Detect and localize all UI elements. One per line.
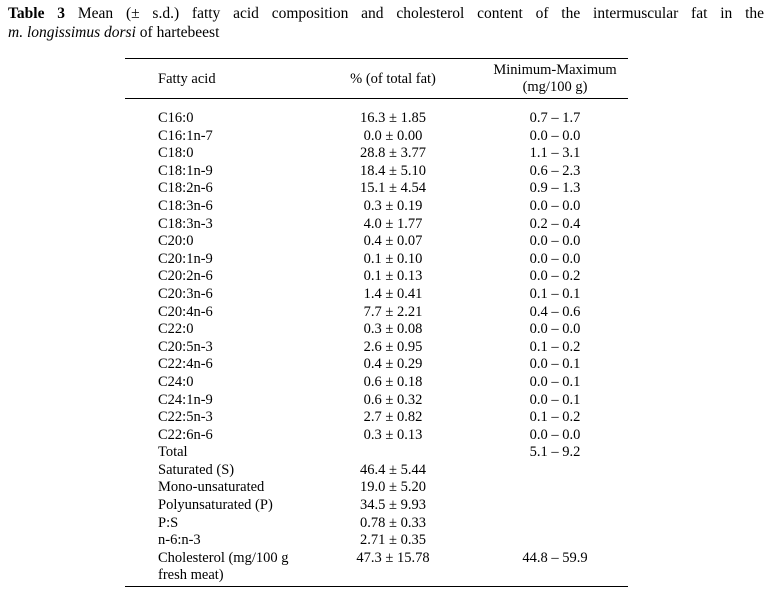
header-percent: % (of total fat) — [350, 71, 436, 87]
fatty-acid-label: Total — [158, 444, 188, 461]
table-row — [0, 233, 770, 251]
cell-percent: 15.1 ± 4.54 — [360, 180, 426, 197]
cell-percent: 2.71 ± 0.35 — [360, 532, 426, 549]
fatty-acid-label: C18:3n-6 — [158, 197, 213, 214]
cell-fatty-acid — [158, 392, 213, 410]
cell-fatty-acid — [158, 497, 273, 515]
fatty-acid-label: P:S — [158, 514, 179, 531]
fatty-acid-label: Polyunsaturated (P) — [158, 497, 273, 514]
cell-percent: 16.3 ± 1.85 — [360, 110, 426, 126]
fatty-acid-label: C20:5n-3 — [158, 338, 213, 355]
fatty-acid-label: C18:0 — [158, 145, 194, 162]
cell-fatty-acid — [158, 286, 213, 304]
table-row — [0, 268, 770, 286]
table-row — [0, 444, 770, 462]
cell-percent: 47.3 ± 15.78 — [356, 549, 430, 566]
cell-percent: 0.1 ± 0.10 — [363, 250, 423, 267]
cell-fatty-acid — [158, 304, 213, 322]
table-row — [0, 462, 770, 480]
table-row — [0, 198, 770, 216]
table-row — [0, 304, 770, 322]
fatty-acid-label-line2: fresh meat) — [158, 567, 224, 584]
cell-minmax: 1.1 – 3.1 — [529, 145, 581, 162]
cell-minmax: 0.0 – 0.0 — [529, 127, 581, 144]
cell-minmax: 0.1 – 0.2 — [529, 409, 581, 426]
cell-minmax: 0.0 – 0.1 — [529, 391, 581, 408]
cell-minmax: 0.0 – 0.0 — [529, 250, 581, 267]
caption-text: Mean (± s.d.) fatty acid composition and cholesterol content of the intermuscular fat in the — [77, 5, 765, 22]
fatty-acid-label: n-6:n-3 — [158, 532, 201, 549]
fatty-acid-label: C22:4n-6 — [158, 356, 213, 373]
cell-percent: 0.3 ± 0.08 — [363, 321, 423, 338]
fatty-acid-label: C20:1n-9 — [158, 250, 213, 267]
table-row — [0, 286, 770, 304]
table-row — [0, 321, 770, 339]
cell-percent: 0.6 ± 0.32 — [363, 391, 423, 408]
table-row — [0, 392, 770, 410]
cell-fatty-acid — [158, 198, 213, 216]
cell-percent: 0.4 ± 0.07 — [363, 233, 423, 250]
table-row — [0, 479, 770, 497]
cell-fatty-acid — [158, 550, 289, 585]
cell-percent: 0.3 ± 0.13 — [363, 426, 423, 443]
header-minmax — [480, 62, 630, 96]
cell-minmax: 5.1 – 9.2 — [529, 444, 581, 461]
table-caption — [8, 4, 764, 42]
fatty-acid-label: C22:0 — [158, 321, 194, 338]
cell-minmax: 0.7 – 1.7 — [529, 110, 581, 126]
cell-percent: 2.6 ± 0.95 — [363, 338, 423, 355]
fatty-acid-label: C22:6n-6 — [158, 426, 213, 443]
fatty-acid-label: C18:1n-9 — [158, 162, 213, 179]
cell-fatty-acid — [158, 409, 213, 427]
cell-minmax: 0.0 – 0.1 — [529, 356, 581, 373]
cell-fatty-acid — [158, 268, 213, 286]
cell-percent: 2.7 ± 0.82 — [363, 409, 423, 426]
cell-fatty-acid — [158, 163, 213, 181]
table-row — [0, 251, 770, 269]
table-row — [0, 145, 770, 163]
cell-fatty-acid — [158, 216, 213, 234]
cell-percent: 0.78 ± 0.33 — [360, 514, 426, 531]
cell-fatty-acid — [158, 479, 264, 497]
cell-fatty-acid — [158, 444, 188, 462]
cell-percent: 34.5 ± 9.93 — [360, 497, 426, 514]
cell-percent: 0.1 ± 0.13 — [363, 268, 423, 285]
cell-fatty-acid — [158, 110, 193, 128]
table-row — [0, 110, 770, 128]
table-row — [0, 180, 770, 198]
cell-percent: 18.4 ± 5.10 — [360, 162, 426, 179]
cell-fatty-acid — [158, 145, 193, 163]
table-row — [0, 163, 770, 181]
cell-fatty-acid — [158, 128, 213, 146]
fatty-acid-label: C16:1n-7 — [158, 127, 213, 144]
cell-percent: 7.7 ± 2.21 — [363, 303, 423, 320]
table-row — [0, 216, 770, 234]
fatty-acid-label: Saturated (S) — [158, 461, 235, 478]
cell-minmax: 0.0 – 0.0 — [529, 426, 581, 443]
cell-minmax: 0.1 – 0.1 — [529, 285, 581, 302]
cell-minmax: 0.0 – 0.0 — [529, 197, 581, 214]
cell-minmax: 0.2 – 0.4 — [529, 215, 581, 232]
fatty-acid-label: C24:1n-9 — [158, 391, 213, 408]
cell-minmax: 0.0 – 0.0 — [529, 321, 581, 338]
caption-text-rest: of hartebeest — [135, 24, 220, 41]
cell-fatty-acid — [158, 321, 193, 339]
cell-fatty-acid — [158, 356, 213, 374]
header-minmax-line2: (mg/100 g) — [522, 79, 588, 95]
caption-species-muscle: m. longissimus dorsi — [8, 24, 136, 41]
caption-line-2 — [8, 23, 764, 42]
table-row — [0, 128, 770, 146]
cell-fatty-acid — [158, 427, 213, 445]
fatty-acid-label: Mono-unsaturated — [158, 479, 265, 496]
table-body — [0, 110, 770, 586]
fatty-acid-label: Cholesterol (mg/100 g — [158, 549, 289, 566]
fatty-acid-label: C24:0 — [158, 373, 194, 390]
cell-fatty-acid — [158, 515, 178, 533]
cell-minmax: 0.1 – 0.2 — [529, 338, 581, 355]
table-row — [0, 515, 770, 533]
cell-percent: 19.0 ± 5.20 — [360, 479, 426, 496]
fatty-acid-label: C20:3n-6 — [158, 285, 213, 302]
fatty-acid-label: C18:2n-6 — [158, 180, 213, 197]
cell-minmax: 0.0 – 0.1 — [529, 373, 581, 390]
cell-fatty-acid — [158, 532, 201, 550]
cell-minmax: 0.0 – 0.2 — [529, 268, 581, 285]
table-top-rule — [125, 58, 628, 59]
cell-fatty-acid — [158, 233, 193, 251]
table-row — [0, 339, 770, 357]
fatty-acid-label: C20:0 — [158, 233, 194, 250]
cell-fatty-acid — [158, 339, 213, 357]
cell-percent: 28.8 ± 3.77 — [360, 145, 426, 162]
fatty-acid-label: C20:2n-6 — [158, 268, 213, 285]
cell-fatty-acid — [158, 374, 193, 392]
cell-minmax: 0.9 – 1.3 — [529, 180, 581, 197]
cell-fatty-acid — [158, 462, 234, 480]
cell-fatty-acid — [158, 251, 213, 269]
cell-fatty-acid — [158, 180, 213, 198]
cell-percent: 0.4 ± 0.29 — [363, 356, 423, 373]
cell-minmax: 44.8 – 59.9 — [522, 549, 588, 566]
table-row — [0, 550, 770, 586]
cell-minmax: 0.6 – 2.3 — [529, 162, 581, 179]
table-bottom-rule — [125, 586, 628, 587]
caption-line-1 — [8, 4, 764, 23]
table-row — [0, 497, 770, 515]
table-row — [0, 409, 770, 427]
fatty-acid-label: C20:4n-6 — [158, 303, 213, 320]
fatty-acid-label: C18:3n-3 — [158, 215, 213, 232]
table-row — [0, 427, 770, 445]
table-row — [0, 356, 770, 374]
cell-minmax: 0.4 – 0.6 — [529, 303, 581, 320]
table-row — [0, 532, 770, 550]
table-header-rule — [125, 98, 628, 99]
header-minmax-line1: Minimum-Maximum — [493, 62, 617, 78]
header-fatty-acid: Fatty acid — [158, 71, 216, 87]
cell-percent: 46.4 ± 5.44 — [360, 461, 426, 478]
cell-percent: 4.0 ± 1.77 — [363, 215, 423, 232]
table-row — [0, 374, 770, 392]
fatty-acid-label: C16:0 — [158, 110, 194, 126]
cell-percent: 0.6 ± 0.18 — [363, 373, 423, 390]
table-label: Table 3 — [8, 5, 66, 22]
cell-percent: 0.3 ± 0.19 — [363, 197, 423, 214]
fatty-acid-label: C22:5n-3 — [158, 409, 213, 426]
cell-percent: 1.4 ± 0.41 — [363, 285, 423, 302]
cell-minmax: 0.0 – 0.0 — [529, 233, 581, 250]
cell-percent: 0.0 ± 0.00 — [363, 127, 423, 144]
